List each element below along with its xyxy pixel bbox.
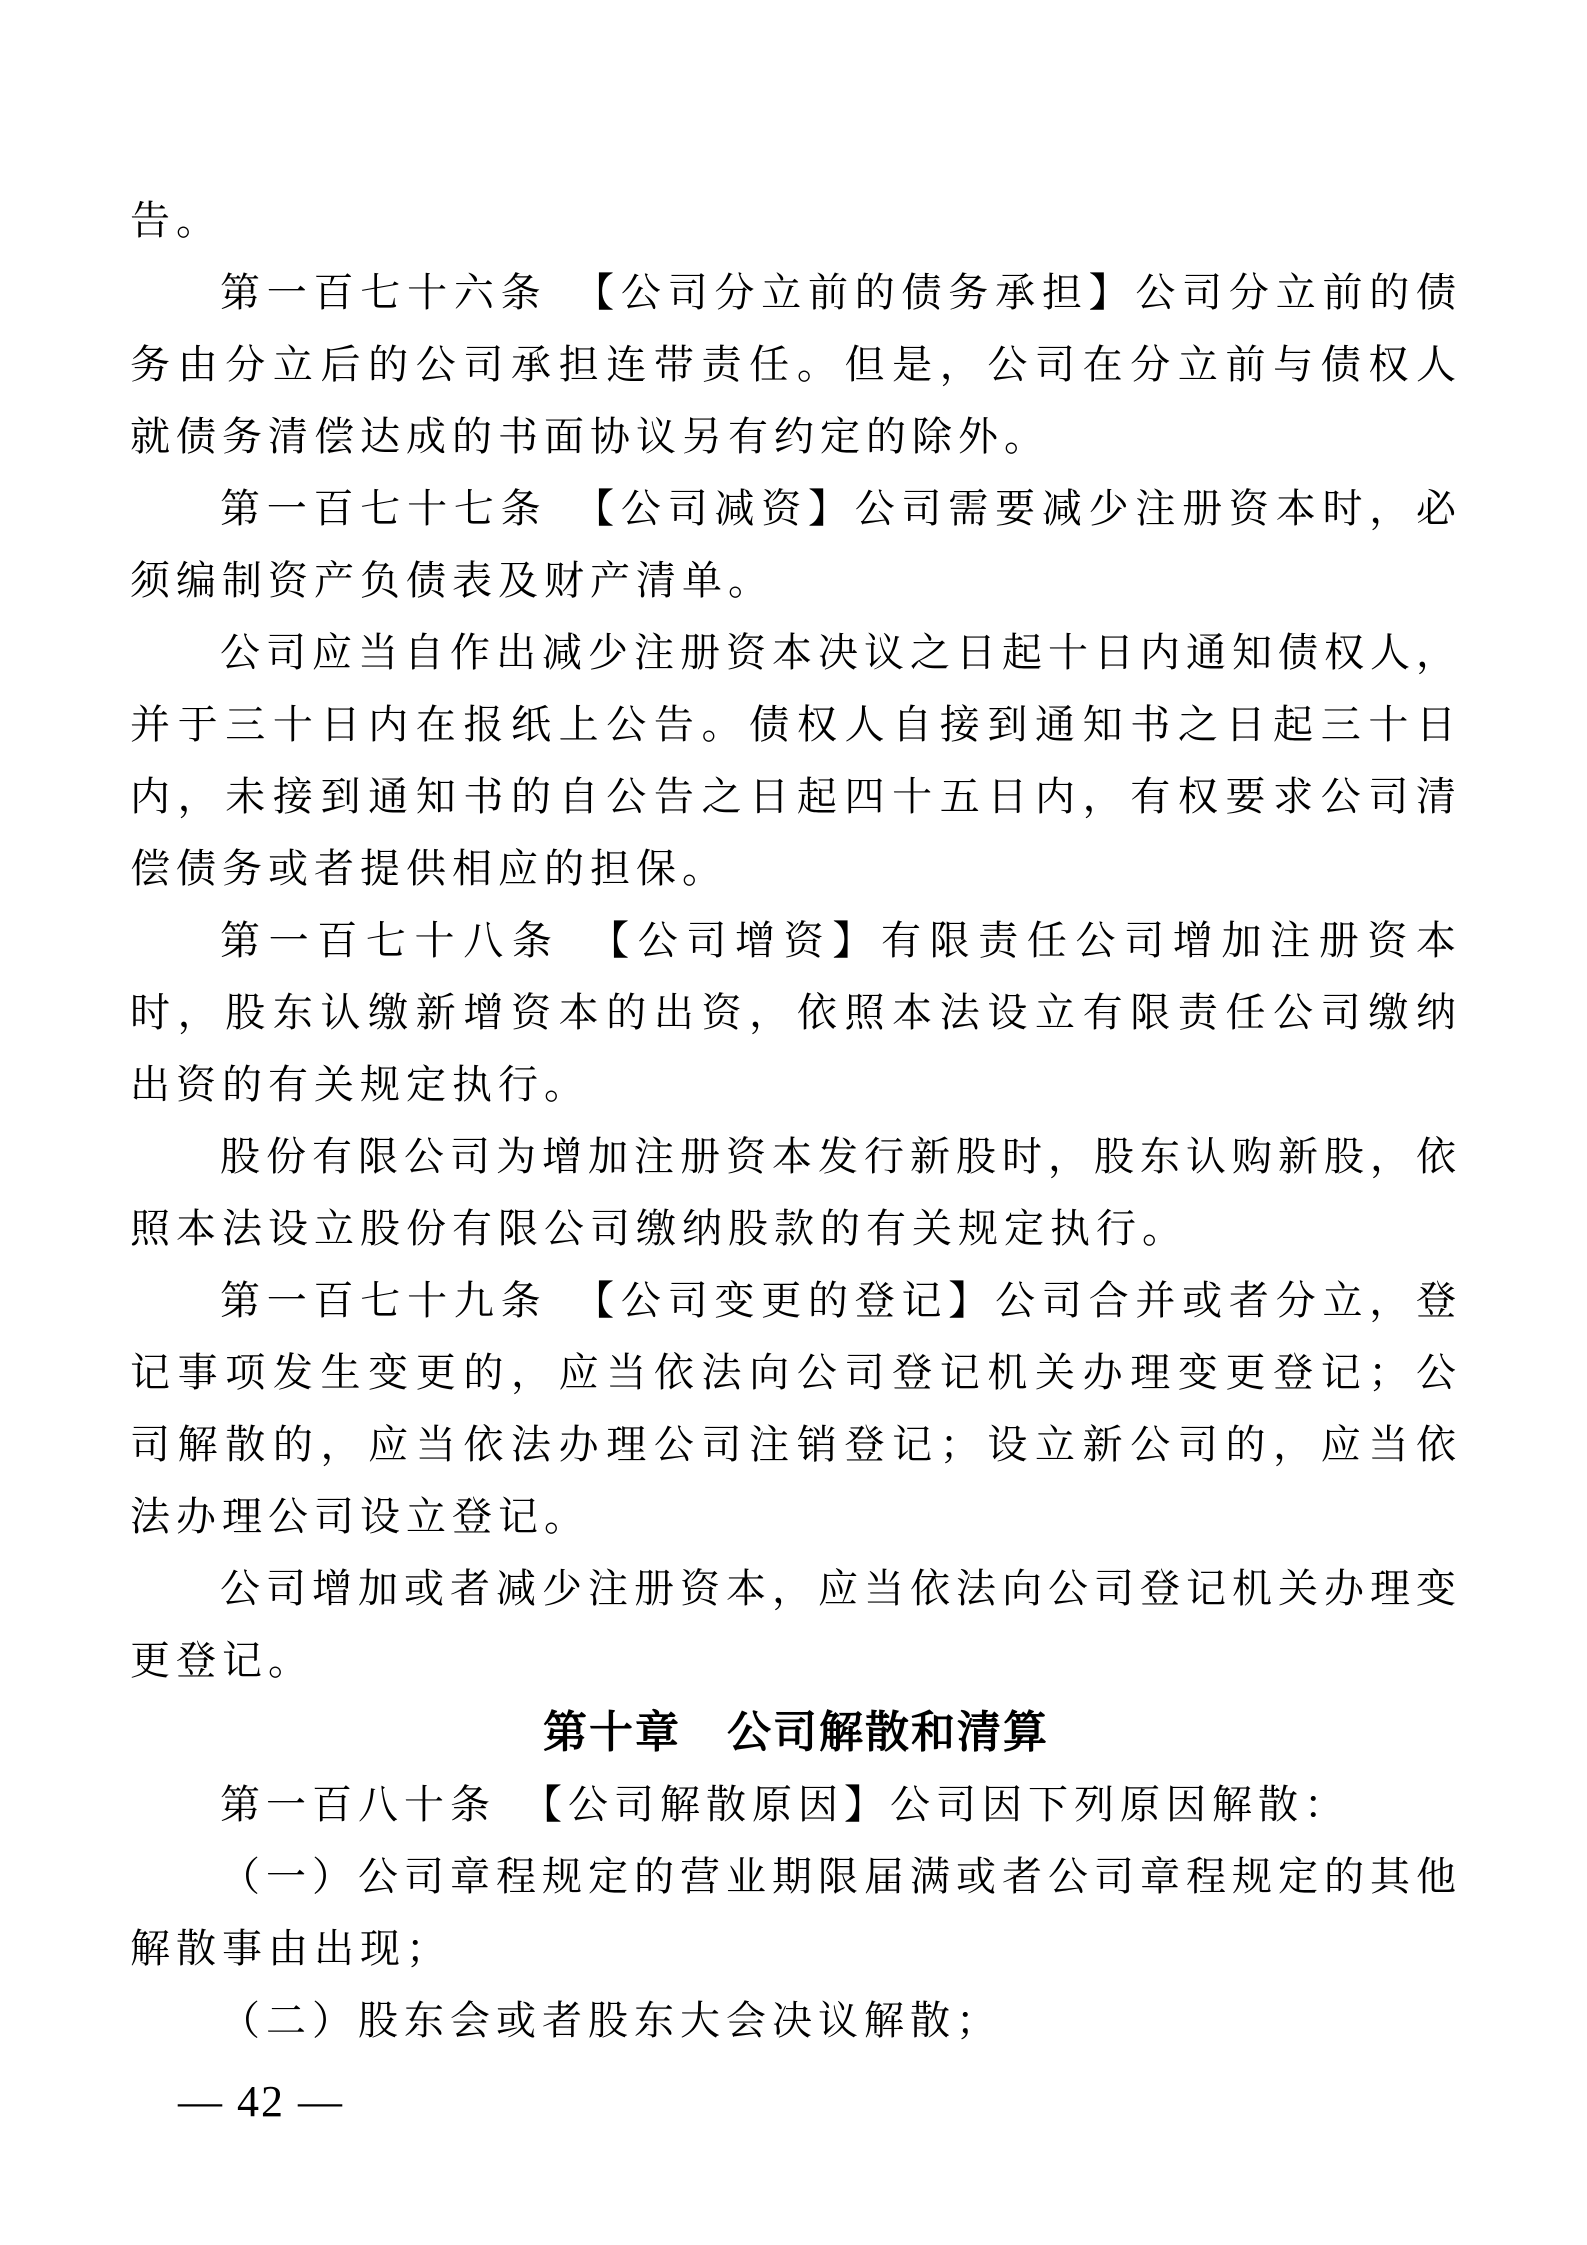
continuation-paragraph: 告。 — [130, 198, 222, 243]
article-176-paragraph: 第一百七十六条 【公司分立前的债务承担】公司分立前的债务由分立后的公司承担连带责任。但是，公司在分立前与债权人就债务清偿达成的书面协议另有约定的除外。 — [130, 270, 1462, 459]
page-number: — 42 — — [178, 2077, 344, 2126]
article-180-paragraph: 第一百八十条 【公司解散原因】公司因下列原因解散： — [220, 1782, 1350, 1827]
article-179-paragraph: 第一百七十九条 【公司变更的登记】公司合并或者分立，登记事项发生变更的，应当依法向公司登记机关办理变更登记；公司解散的，应当依法办理公司注销登记；设立新公司的，应当依法办理公司设立登记。 — [130, 1278, 1462, 1539]
article-178-paragraph: 第一百七十八条 【公司增资】有限责任公司增加注册资本时，股东认缴新增资本的出资，依照本法设立有限责任公司缴纳出资的有关规定执行。 — [130, 918, 1462, 1107]
article-180-item-2: （二）股东会或者股东大会决议解散； — [220, 1998, 1002, 2043]
article-178-paragraph-2: 股份有限公司为增加注册资本发行新股时，股东认购新股，依照本法设立股份有限公司缴纳股款的有关规定执行。 — [130, 1134, 1462, 1251]
article-177-paragraph-2: 公司应当自作出减少注册资本决议之日起十日内通知债权人，并于三十日内在报纸上公告。债权人自接到通知书之日起三十日内，未接到通知书的自公告之日起四十五日内，有权要求公司清偿债务或者提供相应的担保。 — [130, 630, 1462, 891]
article-179-paragraph-2: 公司增加或者减少注册资本，应当依法向公司登记机关办理变更登记。 — [130, 1566, 1462, 1683]
article-180-item-1: （一）公司章程规定的营业期限届满或者公司章程规定的其他解散事由出现； — [130, 1854, 1462, 1971]
article-177-paragraph: 第一百七十七条 【公司减资】公司需要减少注册资本时，必须编制资产负债表及财产清单。 — [130, 486, 1462, 603]
document-body — [130, 185, 1462, 2057]
chapter-10-heading: 第十章 公司解散和清算 — [543, 1708, 1049, 1757]
